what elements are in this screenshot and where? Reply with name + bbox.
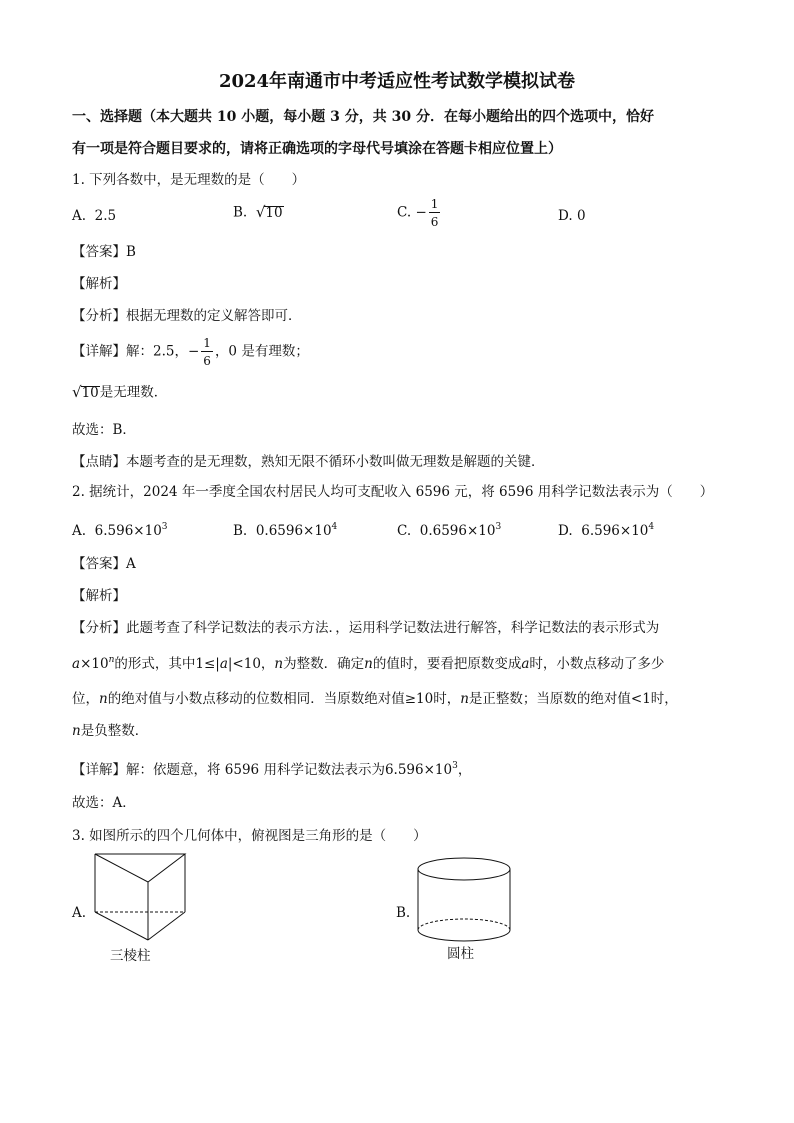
q1-fenxi: 【分析】根据无理数的定义解答即可． [72,308,302,324]
triangular-prism-figure [88,852,193,944]
q1-analysis-tag: 【解析】 [72,276,126,292]
q1-option-a: A. 2.5 [72,208,117,224]
q1-option-d: D. 0 [558,208,586,224]
q1-choice: 故选：B． [72,422,136,438]
q3-option-b-label: B. [396,905,411,921]
q3-stem: 3. 如图所示的四个几何体中，俯视图是三角形的是（ ） [72,828,427,844]
fraction: $\frac{1}{6}$ [430,197,439,229]
q2-option-b: B. $0.6596\times 10^4$ [233,522,338,539]
q1-detail-line2: √10是无理数． [72,383,168,401]
q1-option-b: B. √10 [233,203,283,221]
q2-answer: 【答案】A [72,556,136,572]
page-title: 2024年南通市中考适应性考试数学模拟试卷 [218,71,576,92]
q1-option-c: C. − $\frac{1}{6}$ [397,197,439,229]
cylinder-figure [414,856,514,946]
q3-option-a-caption: 三棱柱 [110,948,151,964]
sqrt-symbol: √10 [255,203,283,221]
q1-detail: 【详解】解：2.5，− $\frac{1}{6}$ ，0 是有理数； [72,336,309,368]
section-heading-line2: 有一项是符合题目要求的，请将正确选项的字母代号填涂在答题卡相应位置上） [72,141,562,157]
q2-detail: 【详解】解：依题意，将 6596 用科学记数法表示为$6.596\times 10^3$， [72,761,472,778]
q3-option-a-label: A. [72,905,87,921]
q2-option-d: D. $6.596\times 10^4$ [558,522,655,539]
q3-option-b-caption: 圆柱 [447,946,474,962]
q2-choice: 故选：A． [72,795,136,811]
q2-stem: 2. 据统计，2024 年一季度全国农村居民人均可支配收入 6596 元，将 6596 用科学记数法表示为（ ） [72,484,714,500]
q1-answer: 【答案】B [72,244,136,260]
q1-stem: 1. 下列各数中，是无理数的是（ ） [72,172,306,188]
section-heading-line1: 一、选择题（本大题共 10 小题，每小题 3 分，共 30 分．在每小题给出的四个选项中，恰好 [72,109,654,125]
fraction: $\frac{1}{6}$ [203,336,211,368]
q2-fenxi-line4: n是负整数． [72,723,149,739]
q1-dianjing: 【点睛】本题考查的是无理数，熟知无限不循环小数叫做无理数是解题的关键． [72,454,545,470]
q2-analysis-tag: 【解析】 [72,588,126,604]
q2-fenxi-line3: 位，n的绝对值与小数点移动的位数相同．当原数绝对值≥10时，n是正整数；当原数的绝对值<1时， [72,691,678,707]
q2-option-a: A. $6.596\times 10^3$ [72,522,168,539]
q2-option-c: C. $0.6596\times 10^3$ [397,522,502,539]
q2-fenxi-line2: $a\times 10^n$的形式，其中1≤|a|<10，n为整数．确定n的值时，要看把原数变成a时，小数点移动了多少 [72,655,665,672]
q2-fenxi: 【分析】此题考查了科学记数法的表示方法．，运用科学记数法进行解答，科学记数法的表示形式为 [72,620,660,636]
sqrt-symbol: √10 [72,383,99,401]
